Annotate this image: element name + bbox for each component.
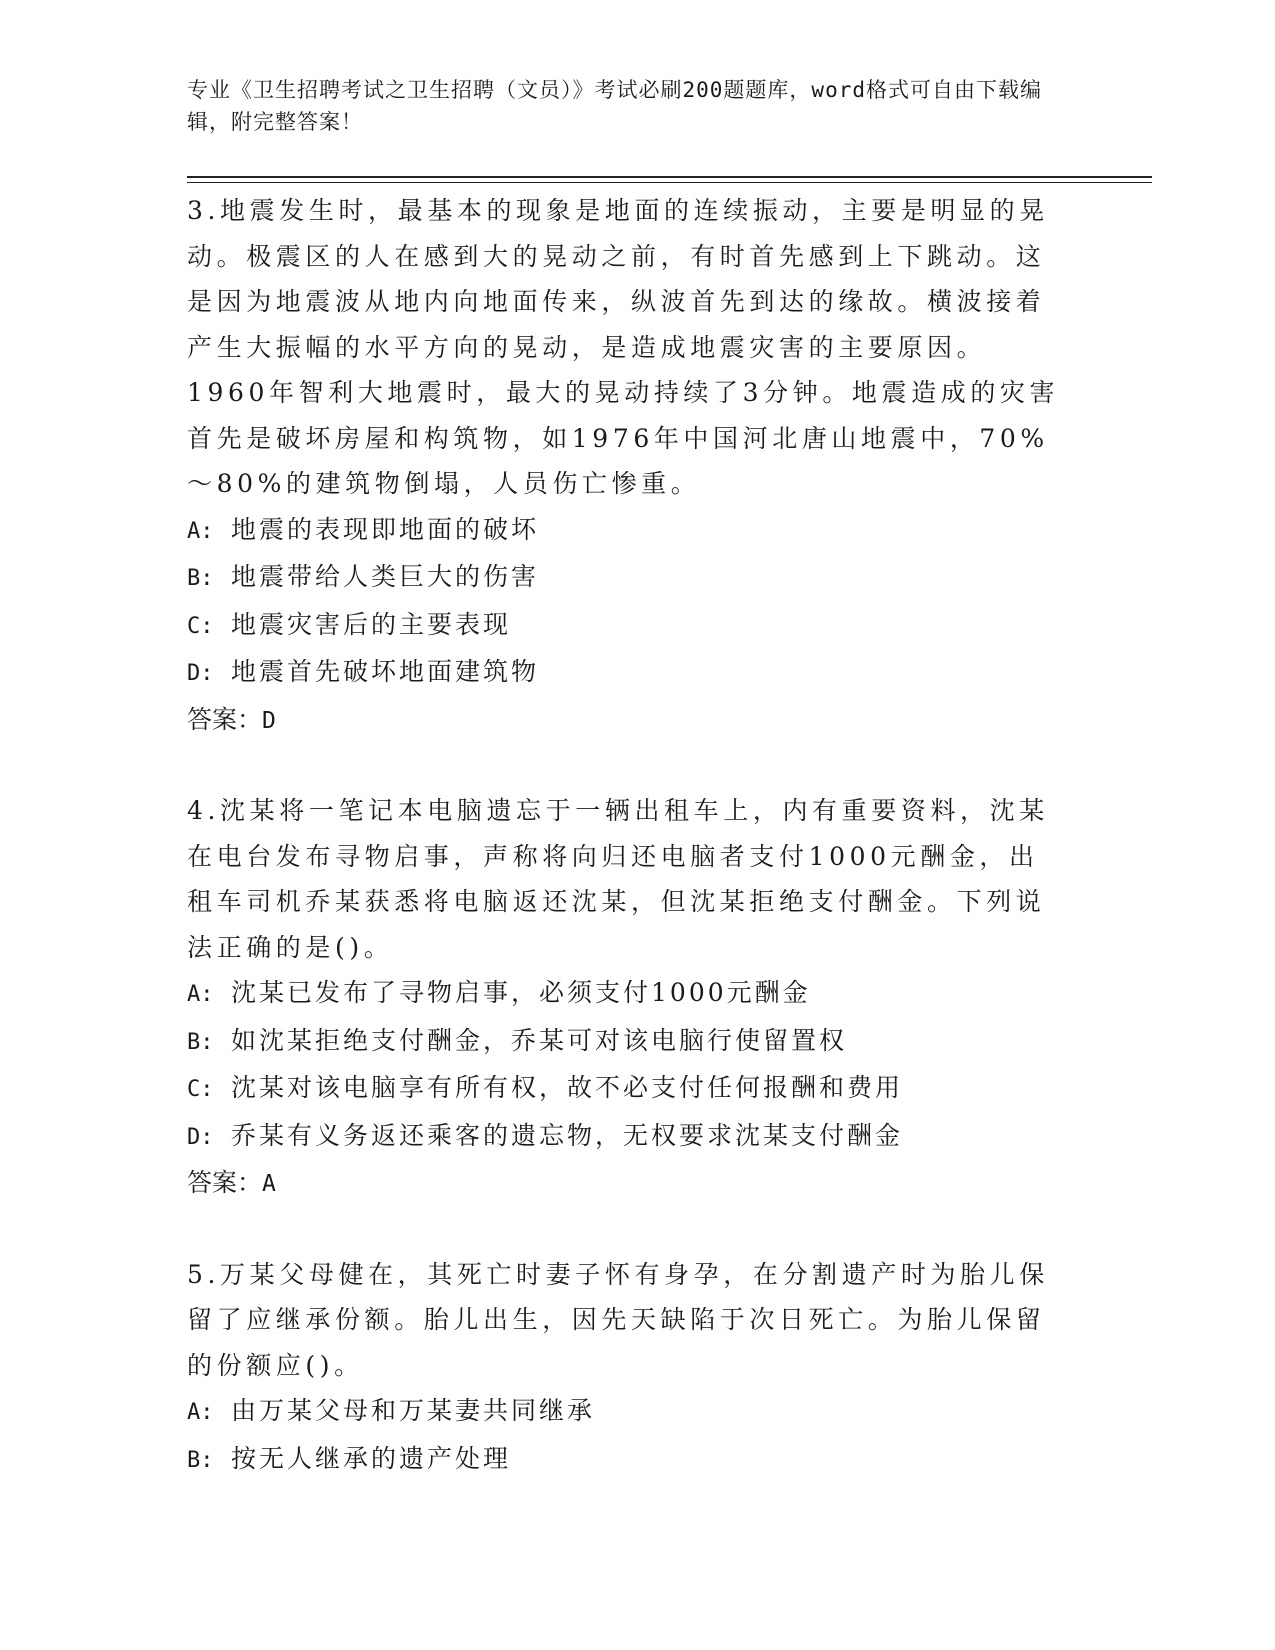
option-key: B: xyxy=(187,1447,214,1473)
option-key: C: xyxy=(187,1077,214,1102)
option-key: B: xyxy=(187,566,214,591)
option-key: D: xyxy=(187,661,214,686)
option-key: A: xyxy=(187,1400,214,1425)
header-divider-thick xyxy=(187,176,1152,178)
option-key: A: xyxy=(187,518,214,544)
option-text: 地震灾害后的主要表现 xyxy=(231,609,512,639)
option-d xyxy=(187,1113,1067,1161)
option-text: 地震带给人类巨大的伤害 xyxy=(231,562,540,591)
question-text: 5.万某父母健在，其死亡时妻子怀有身孕，在分割遗产时为胎儿保留了应继承份额。胎儿出生，因先天缺陷于次日死亡。为胎儿保留的份额应()。 xyxy=(187,1259,1049,1380)
option-b xyxy=(187,554,1067,602)
spacer xyxy=(187,1208,1067,1252)
option-text: 由万某父母和万某妻共同继承 xyxy=(231,1396,596,1425)
option-key: B: xyxy=(187,1029,214,1055)
answer-label: 答案： xyxy=(187,1168,263,1197)
question-3 xyxy=(187,188,1067,744)
option-text: 地震的表现即地面的破坏 xyxy=(231,514,540,544)
option-a xyxy=(187,507,1067,555)
option-text: 如沈某拒绝支付酬金，乔某可对该电脑行使留置权 xyxy=(231,1025,848,1055)
option-a xyxy=(187,970,1067,1018)
answer-value: D xyxy=(262,707,276,734)
option-text: 乔某有义务返还乘客的遗忘物，无权要求沈某支付酬金 xyxy=(231,1120,904,1150)
document-header: 专业《卫生招聘考试之卫生招聘（文员）》考试必刷200题题库，word格式可自由下载编辑，附完整答案！ xyxy=(187,78,1042,134)
answer-line xyxy=(187,697,1067,745)
question-list xyxy=(187,188,1067,1483)
option-c xyxy=(187,602,1067,650)
answer-label: 答案： xyxy=(187,704,263,734)
option-text: 沈某已发布了寻物启事，必须支付1000元酬金 xyxy=(231,978,811,1007)
question-text: 3.地震发生时，最基本的现象是地面的连续振动，主要是明显的晃动。极震区的人在感到大的晃动之前，有时首先感到上下跳动。这是因为地震波从地内向地面传来，纵波首先到达的缘故。横波接着产生大振幅的水平方向的晃动，是造成地震灾害的主要原因。1960年智利大地震时，最大的晃动持续了3分钟。地震造成的灾害首先是破坏房屋和构筑物，如1976年中国河北唐山地震中，70%～80%的建筑物倒塌，人员伤亡惨重。 xyxy=(187,196,1060,498)
answer-line xyxy=(187,1160,1067,1208)
option-text: 按无人继承的遗产处理 xyxy=(231,1443,512,1473)
option-key: A: xyxy=(187,982,214,1007)
question-4 xyxy=(187,788,1067,1208)
spacer xyxy=(187,744,1067,788)
header-divider-thin xyxy=(187,182,1152,183)
answer-value: A xyxy=(262,1171,276,1197)
option-key: D: xyxy=(187,1124,214,1150)
option-b xyxy=(187,1436,1067,1484)
option-a xyxy=(187,1388,1067,1436)
option-c xyxy=(187,1065,1067,1113)
option-d xyxy=(187,649,1067,697)
option-text: 地震首先破坏地面建筑物 xyxy=(231,657,540,686)
option-text: 沈某对该电脑享有所有权，故不必支付任何报酬和费用 xyxy=(231,1073,904,1102)
option-key: C: xyxy=(187,613,214,639)
question-text: 4.沈某将一笔记本电脑遗忘于一辆出租车上，内有重要资料，沈某在电台发布寻物启事，声称将向归还电脑者支付1000元酬金，出租车司机乔某获悉将电脑返还沈某，但沈某拒绝支付酬金。下列说法正确的是()。 xyxy=(187,796,1049,962)
question-5 xyxy=(187,1252,1067,1484)
option-b xyxy=(187,1018,1067,1066)
